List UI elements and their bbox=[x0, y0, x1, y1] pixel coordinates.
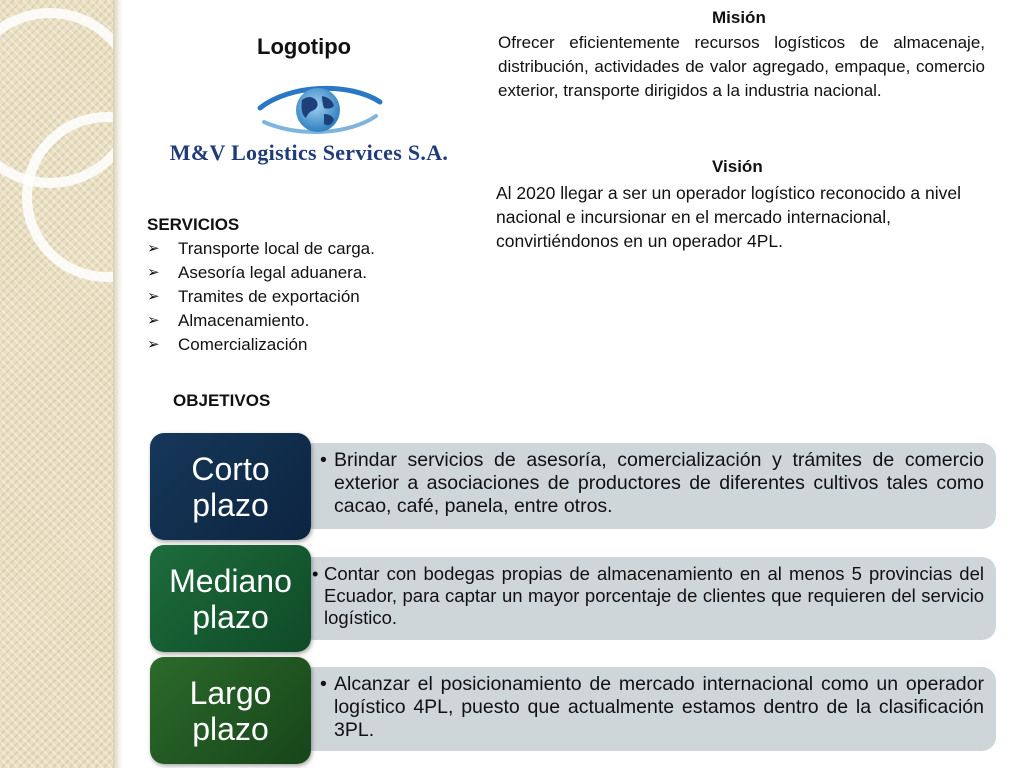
globe-swoosh-icon bbox=[150, 82, 468, 142]
vision-title: Visión bbox=[712, 157, 763, 176]
arrowhead-bullet-icon: ➢ bbox=[147, 288, 160, 305]
arrowhead-bullet-icon: ➢ bbox=[147, 336, 160, 353]
mision-title: Misión bbox=[712, 8, 766, 27]
vision-text: Al 2020 llegar a ser un operador logístico reconocido a nivel nacional e incursionar en el mercado internacional, convirtiéndonos en un operador 4PL. bbox=[496, 183, 962, 251]
arrowhead-bullet-icon: ➢ bbox=[147, 264, 160, 281]
services-section bbox=[147, 213, 375, 357]
bullet-dot-icon: • bbox=[312, 563, 319, 584]
company-name: M&V Logistics Services S.A. bbox=[169, 140, 449, 165]
bullet-dot-icon: • bbox=[320, 673, 327, 695]
objective-description: • Contar con bodegas propias de almacenamiento en al menos 5 provincias del Ecuador, para captar un mayor porcentaje de clientes que requieren del servicio logístico. bbox=[300, 557, 996, 640]
list-item: ➢ Almacenamiento. bbox=[147, 309, 375, 333]
services-title: SERVICIOS bbox=[147, 215, 240, 234]
strip-shadow bbox=[113, 0, 123, 768]
term-label-box: Corto plazo bbox=[150, 433, 311, 540]
list-item: ➢ Transporte local de carga. bbox=[147, 237, 375, 261]
term-label-box: Largo plazo bbox=[150, 657, 311, 764]
arrowhead-bullet-icon: ➢ bbox=[147, 312, 160, 329]
objective-description: • Alcanzar el posicionamiento de mercado internacional como un operador logístico 4PL, puesto que actualmente estamos dentro de la clasificación 3PL. bbox=[300, 667, 996, 751]
arrowhead-bullet-icon: ➢ bbox=[147, 240, 160, 257]
logo-heading: Logotipo bbox=[257, 34, 352, 59]
mision-text: Ofrecer eficientemente recursos logísticos de almacenaje, distribución, actividades de valor agregado, empaque, comercio exterior, transporte dirigidos a la industria nacional. bbox=[498, 33, 985, 100]
services-list bbox=[147, 237, 375, 357]
list-item: ➢ Asesoría legal aduanera. bbox=[147, 261, 375, 285]
company-logo bbox=[150, 82, 468, 170]
objective-description: • Brindar servicios de asesoría, comercialización y trámites de comercio exterior a asociaciones de productores de diferentes cultivos tales como cacao, café, panela, entre otros. bbox=[300, 443, 996, 529]
term-label-box: Mediano plazo bbox=[150, 545, 311, 652]
objetivos-title: OBJETIVOS bbox=[173, 391, 271, 410]
list-item: ➢ Comercialización bbox=[147, 333, 375, 357]
decorative-side-strip bbox=[0, 0, 113, 768]
bullet-dot-icon: • bbox=[320, 449, 327, 471]
list-item: ➢ Tramites de exportación bbox=[147, 285, 375, 309]
